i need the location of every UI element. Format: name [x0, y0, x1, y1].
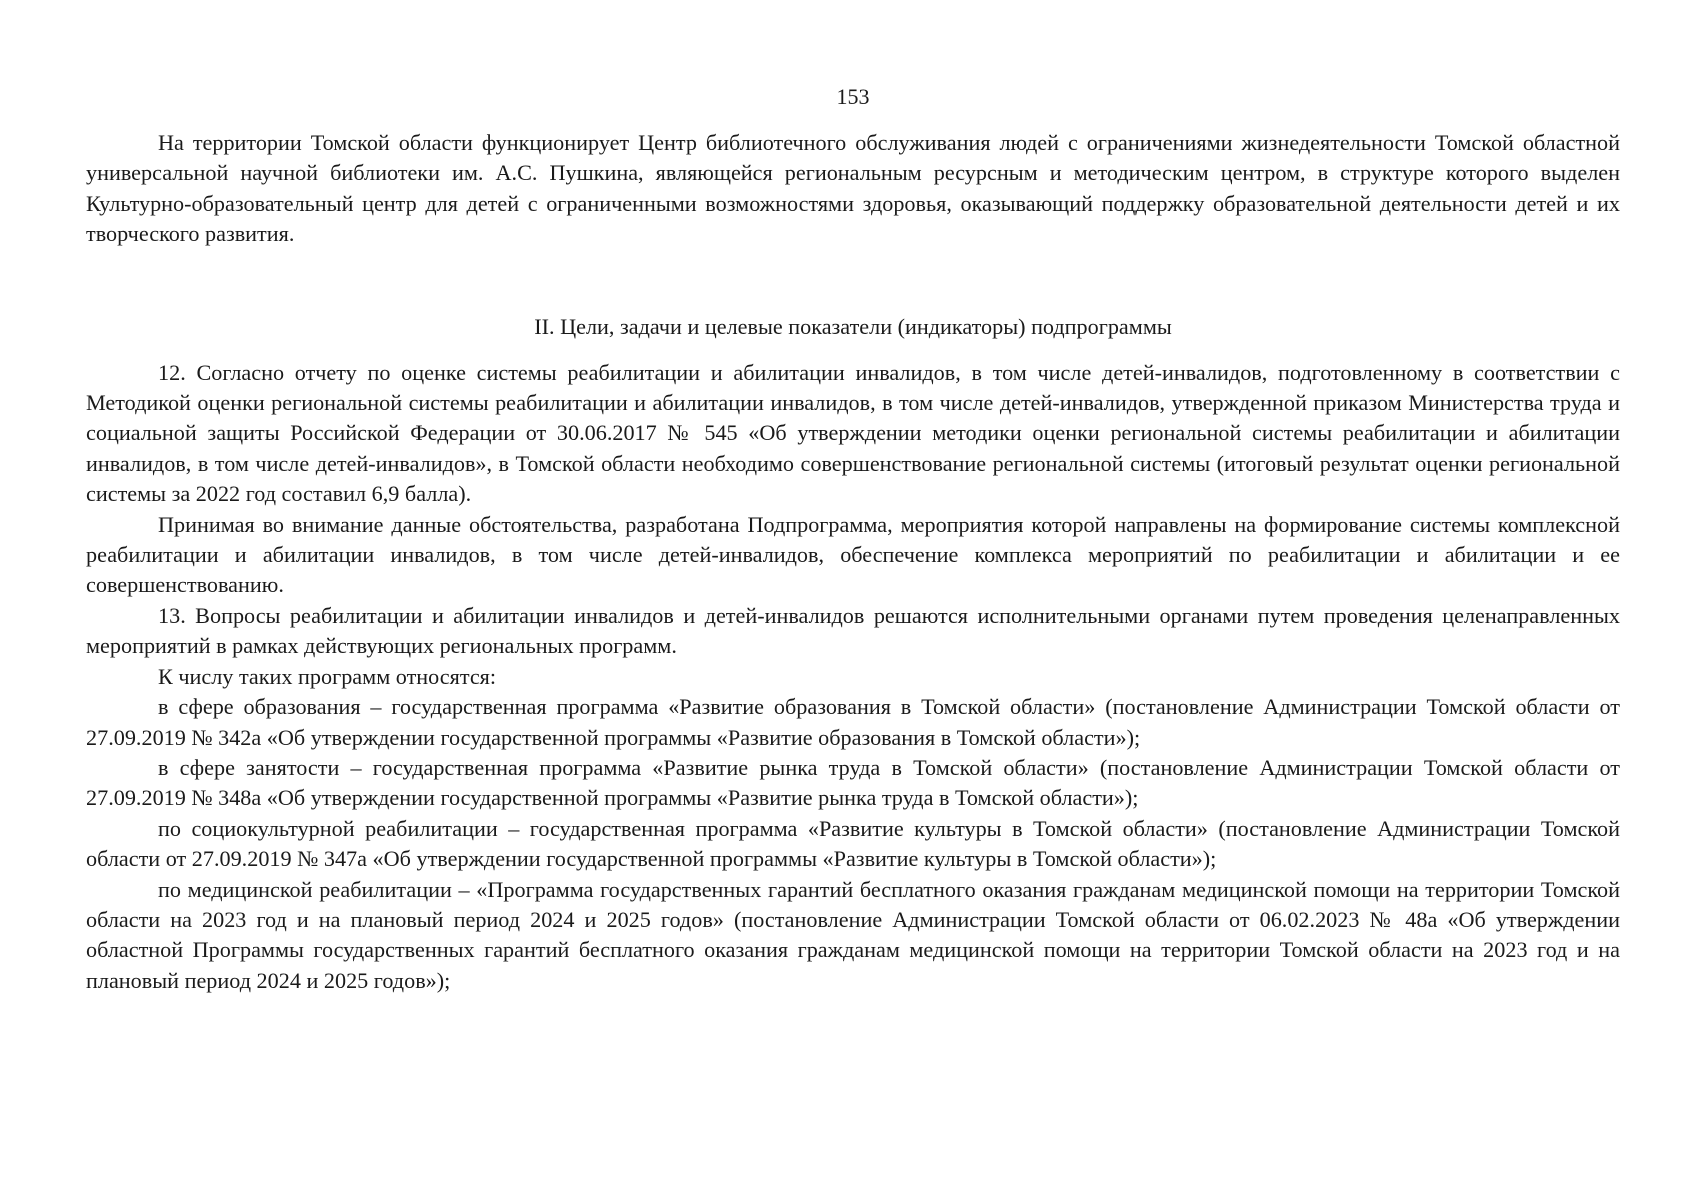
paragraph-employment: в сфере занятости – государственная программа «Развитие рынка труда в Томской области» (постановление Администрации Томской области от 27.09.2019 № 348а «Об утверждении государственной программы «Развитие рынка труда в Томской области»);	[86, 754, 1620, 811]
section-heading: II. Цели, задачи и целевые показатели (индикаторы) подпрограммы	[534, 313, 1172, 339]
document-page	[86, 82, 1620, 996]
paragraph-sociocultural: по социокультурной реабилитации – государственная программа «Развитие культуры в Томской области» (постановление Администрации Томской области от 27.09.2019 № 347а «Об утверждении государственной программы «Развитие культуры в Томской области»);	[86, 815, 1620, 872]
page-number: 153	[836, 84, 870, 109]
paragraph-education: в сфере образования – государственная программа «Развитие образования в Томской области» (постановление Администрации Томской области от 27.09.2019 № 342а «Об утверждении государственной программы «Развитие образования в Томской области»);	[86, 694, 1620, 750]
paragraph-item-13: 13. Вопросы реабилитации и абилитации инвалидов и детей-инвалидов решаются исполнительными органами путем проведения целенаправленных мероприятий в рамках действующих региональных программ.	[86, 602, 1620, 659]
paragraph-programs-intro: К числу таких программ относятся:	[158, 663, 497, 689]
paragraph-subprogram: Принимая во внимание данные обстоятельства, разработана Подпрограмма, мероприятия которой направлены на формирование системы комплексной реабилитации и абилитации инвалидов, в том числе детей-инвалидов, обеспечение комплекса мероприятий по реабилитации и абилитации и ее совершенствованию.	[86, 511, 1620, 598]
intro-paragraph: На территории Томской области функционирует Центр библиотечного обслуживания людей с ограничениями жизнедеятельности Томской областной универсальной научной библиотеки им. А.С. Пушкина, являющейся региональным ресурсным и методическим центром, в структуре которого выделен Культурно-образовательный центр для детей с ограниченными возможностями здоровья, оказывающий поддержку образовательной деятельности детей и их творческого развития.	[86, 130, 1620, 247]
paragraph-item-12: 12. Согласно отчету по оценке системы реабилитации и абилитации инвалидов, в том числе детей-инвалидов, подготовленному в соответствии с Методикой оценки региональной системы реабилитации и абилитации инвалидов, в том числе детей-инвалидов, утвержденной приказом Министерства труда и социальной защиты Российской Федерации от 30.06.2017 № 545 «Об утверждении методики оценки региональной системы реабилитации и абилитации инвалидов, в том числе детей-инвалидов», в Томской области необходимо совершенствование региональной системы (итоговый результат оценки региональной системы за 2022 год составил 6,9 балла).	[86, 359, 1620, 507]
paragraph-medical: по медицинской реабилитации – «Программа государственных гарантий бесплатного оказания гражданам медицинской помощи на территории Томской области на 2023 год и на плановый период 2024 и 2025 годов» (постановление Администрации Томской области от 06.02.2023 № 48а «Об утверждении областной Программы государственных гарантий бесплатного оказания гражданам медицинской помощи на территории Томской области на 2023 год и на плановый период 2024 и 2025 годов»);	[86, 876, 1620, 993]
